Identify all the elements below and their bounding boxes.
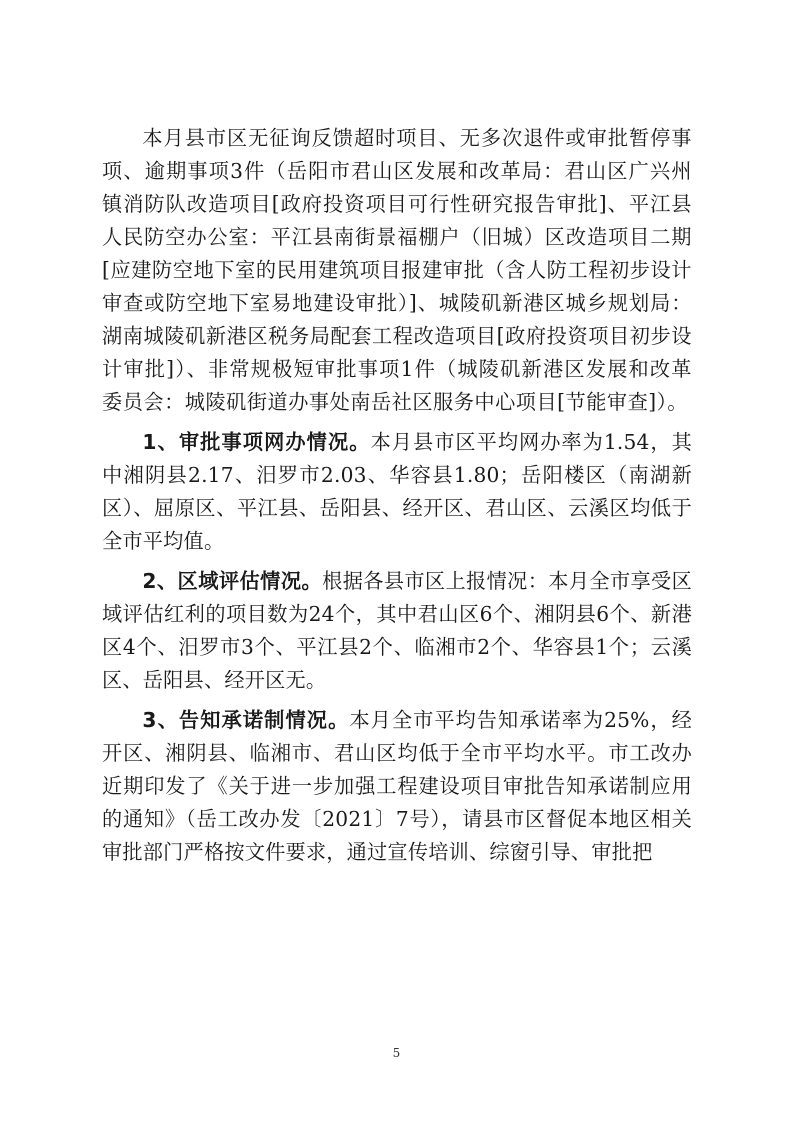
section-heading-regional-assessment: 2、区域评估情况。	[142, 569, 323, 593]
paragraph-monthly-summary	[102, 122, 692, 419]
paragraph-text: 本月县市区平均网办率为1.54，其中湘阴县2.17、汨罗市2.03、华容县1.80；岳阳楼区（南湖新区）、屈原区、平江县、岳阳县、经开区、君山区、云溪区均低于全市平均值。	[102, 430, 692, 553]
paragraph-text: 根据各县市区上报情况：本月全市享受区域评估红利的项目数为24个，其中君山区6个、湘阴县6个、新港区4个、汨罗市3个、平江县2个、临湘市2个、华容县1个；云溪区、岳阳县、经开区无。	[102, 569, 692, 692]
section-heading-online-processing: 1、审批事项网办情况。	[142, 430, 371, 454]
section-heading-notification-commitment: 3、告知承诺制情况。	[142, 708, 350, 732]
paragraph-notification-commitment	[102, 704, 692, 869]
document-body	[102, 122, 692, 869]
paragraph-text: 本月县市区无征询反馈超时项目、无多次退件或审批暂停事项、逾期事项3件（岳阳市君山区发展和改革局：君山区广兴州镇消防队改造项目[政府投资项目可行性研究报告审批]、平江县人民防空办公室：平江县南街景福棚户（旧城）区改造项目二期[应建防空地下室的民用建筑项目报建审批（含人防工程初步设计审查或防空地下室易地建设审批）]、城陵矶新港区城乡规划局：湖南城陵矶新港区税务局配套工程改造项目[政府投资项目初步设计审批]）、非常规极短审批事项1件（城陵矶新港区发展和改革委员会：城陵矶街道办事处南岳社区服务中心项目[节能审查]）。	[102, 126, 692, 414]
page-number: 5	[392, 1046, 401, 1060]
paragraph-online-processing	[102, 426, 692, 558]
paragraph-regional-assessment	[102, 565, 692, 697]
paragraph-text: 本月全市平均告知承诺率为25%，经开区、湘阴县、临湘市、君山区均低于全市平均水平。市工改办近期印发了《关于进一步加强工程建设项目审批告知承诺制应用的通知》（岳工改办发〔2021〕7号），请县市区督促本地区相关审批部门严格按文件要求，通过宣传培训、综窗引导、审批把	[102, 708, 692, 864]
